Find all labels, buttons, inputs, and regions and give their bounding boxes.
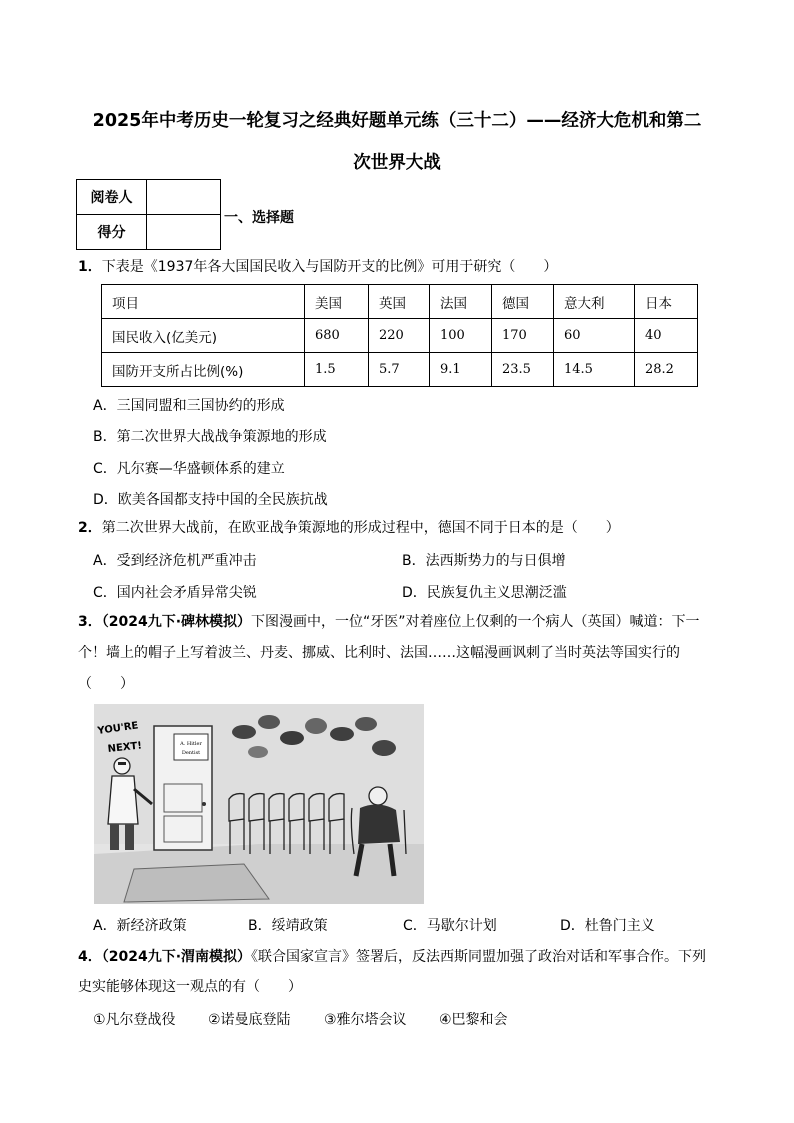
- choice-item-3: ③雅尔塔会议: [324, 1012, 407, 1028]
- option-d[interactable]: D．杜鲁门主义: [560, 918, 655, 934]
- table-cell: 9.1: [430, 353, 492, 387]
- table-cell: 国民收入(亿美元): [102, 319, 305, 353]
- option-a[interactable]: A．新经济政策: [93, 918, 187, 934]
- table-row: [102, 353, 698, 387]
- table-cell: 1.5: [305, 353, 369, 387]
- question-number: 3．: [78, 614, 102, 630]
- speech-line2: NEXT!: [107, 740, 143, 755]
- option-d[interactable]: D．民族复仇主义思潮泛滥: [402, 585, 567, 601]
- table-cell: 国防开支所占比例(%): [102, 353, 305, 387]
- choice-item-1: ①凡尔登战役: [93, 1012, 176, 1028]
- table-header-cell: 法国: [430, 285, 492, 319]
- question-4-stem-line2: 史实能够体现这一观点的有（ ）: [78, 979, 302, 995]
- option-c[interactable]: C．马歇尔计划: [403, 918, 497, 934]
- table-cell: 28.2: [635, 353, 698, 387]
- page-title-continued: 次世界大战: [353, 153, 441, 173]
- table-cell: 680: [305, 319, 369, 353]
- table-cell: 60: [554, 319, 635, 353]
- option-a[interactable]: A．受到经济危机严重冲击: [93, 553, 257, 569]
- question-number: 4．: [78, 949, 102, 965]
- table-cell: 14.5: [554, 353, 635, 387]
- table-cell: 220: [369, 319, 430, 353]
- table-header-cell: 意大利: [554, 285, 635, 319]
- cartoon-drawing: [94, 704, 424, 904]
- table-cell: 5.7: [369, 353, 430, 387]
- option-b[interactable]: B．第二次世界大战战争策源地的形成: [93, 429, 327, 445]
- table-header-cell: 英国: [369, 285, 430, 319]
- table-header-cell: 德国: [492, 285, 554, 319]
- page-title: 2025年中考历史一轮复习之经典好题单元练（三十二）——经济大危机和第二: [92, 111, 702, 131]
- option-d[interactable]: D．欧美各国都支持中国的全民族抗战: [93, 492, 328, 508]
- reviewer-label: 阅卷人: [77, 180, 147, 215]
- table-cell: 100: [430, 319, 492, 353]
- choice-item-4: ④巴黎和会: [439, 1012, 508, 1028]
- section-title: 一、选择题: [224, 210, 294, 226]
- table-header-cell: 美国: [305, 285, 369, 319]
- option-b[interactable]: B．绥靖政策: [248, 918, 328, 934]
- question-source: （2024九下·渭南模拟）: [101, 949, 252, 965]
- question-text: 下表是《1937年各大国国民收入与国防开支的比例》可用于研究（ ）: [101, 259, 558, 275]
- door-sign-line1: A. Hitler: [180, 741, 202, 747]
- option-c[interactable]: C．凡尔赛—华盛顿体系的建立: [93, 461, 285, 477]
- option-c[interactable]: C．国内社会矛盾异常尖锐: [93, 585, 257, 601]
- door-sign-line2: Dentist: [181, 750, 201, 756]
- score-label: 得分: [77, 215, 147, 250]
- question-text: 第二次世界大战前，在欧亚战争策源地的形成过程中，德国不同于日本的是（ ）: [101, 520, 620, 536]
- dentist-cartoon-image: [94, 704, 424, 904]
- table-cell: 23.5: [492, 353, 554, 387]
- table-header-row: [102, 285, 698, 319]
- table-header-cell: 项目: [102, 285, 305, 319]
- option-a[interactable]: A．三国同盟和三国协约的形成: [93, 398, 285, 414]
- speech-line1: YOU'RE: [96, 720, 140, 737]
- question-text: 下图漫画中，一位“牙医”对着座位上仅剩的一个病人（英国）喊道：下一: [251, 614, 700, 630]
- question-4-stem: [78, 947, 706, 967]
- question-number: 1．: [78, 259, 102, 275]
- question-3-stem-line3: （ ）: [78, 676, 134, 692]
- score-box: [76, 179, 221, 250]
- table-row: [102, 319, 698, 353]
- option-b[interactable]: B．法西斯势力的与日俱增: [402, 553, 566, 569]
- choice-item-2: ②诺曼底登陆: [208, 1012, 291, 1028]
- reviewer-blank: [147, 180, 221, 215]
- question-3-stem: [78, 612, 700, 632]
- question-1-stem: [78, 257, 557, 277]
- question-number: 2．: [78, 520, 102, 536]
- question-source: （2024九下·碑林模拟）: [101, 614, 252, 630]
- question-2-stem: [78, 518, 620, 538]
- data-table: [101, 284, 698, 387]
- question-3-stem-line2: 个！墙上的帽子上写着波兰、丹麦、挪威、比利时、法国……这幅漫画讽刺了当时英法等国实行的: [78, 645, 680, 661]
- table-cell: 40: [635, 319, 698, 353]
- table-cell: 170: [492, 319, 554, 353]
- score-blank: [147, 215, 221, 250]
- table-header-cell: 日本: [635, 285, 698, 319]
- question-text: 《联合国家宣言》签署后，反法西斯同盟加强了政治对话和军事合作。下列: [251, 949, 707, 965]
